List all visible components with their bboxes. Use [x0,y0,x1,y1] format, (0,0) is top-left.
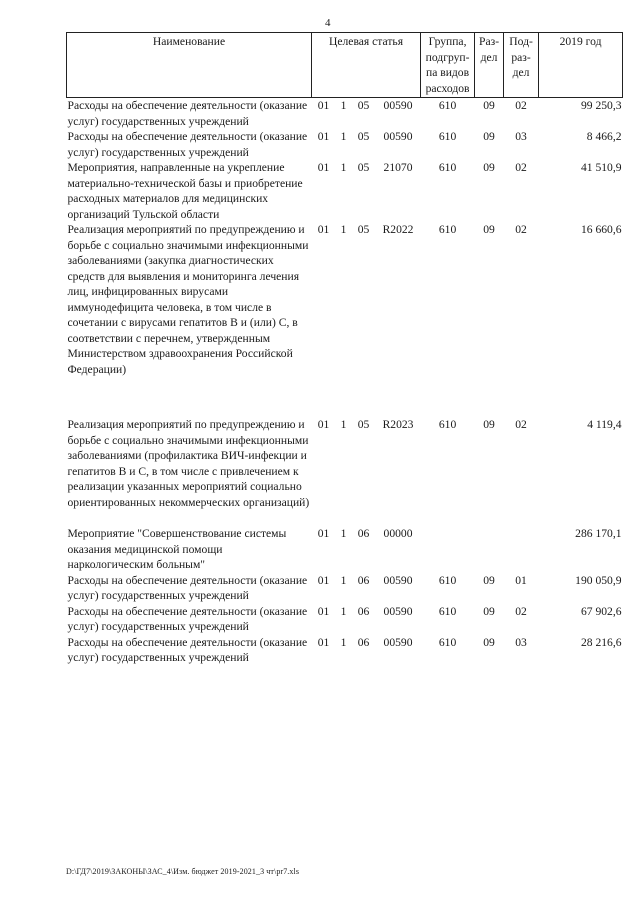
table-row [67,129,623,160]
row-subsection [504,526,539,573]
row-name: Реализация мероприятий по предупреждению и борьбе с социально значимыми инфекционными заболеваниями (профилактика ВИЧ-инфекции и гепатитов В и С, в том числе с привлечением к реализации указанных мероприятий социально ориентированных некоммерческих организаций) [67,418,310,509]
header-name: Наименование [67,33,312,98]
row-program: 01 [317,418,330,431]
row-amount: 286 170,1 [575,527,622,540]
row-name: Расходы на обеспечение деятельности (оказание услуг) государственных учреждений [67,604,308,633]
row-section: 09 [483,161,495,174]
row-direction: R2023 [382,418,414,431]
row-activity: 05 [357,130,370,143]
row-name: Реализация мероприятий по предупреждению и борьбе с социально значимыми инфекционными заболеваниями (закупка диагностических средств для выявления и мониторинга лечения лиц, инфицированных вирусами иммунодефицита человека, в том числе в сочетании с вирусами гепатитов В и (или) С, в соответствии с перечнем, утвержденным Министерством здравоохранения Российской Федерации) [67,223,309,376]
row-activity: 06 [357,573,370,587]
row-name: Мероприятия, направленные на укрепление материально-технической базы и приобретение расходных материалов для медицинских организаций Тульской области [67,161,303,221]
row-amount: 190 050,9 [575,573,622,587]
row-subsection: 02 [515,99,527,112]
row-group: 610 [438,635,457,649]
row-subsection: 02 [515,223,527,236]
header-subsection: Под-раз-дел [504,33,539,98]
header-group: Группа, подгруп-па видов расходов [421,33,475,98]
row-subprogram: 1 [340,635,347,649]
header-section: Раз-дел [475,33,504,98]
row-group: 610 [438,418,457,431]
row-direction: 21070 [383,161,413,174]
spacer-row [67,510,623,526]
row-direction: 00590 [383,573,413,587]
row-program: 01 [317,604,330,618]
row-activity: 06 [357,635,370,649]
row-program: 01 [317,223,330,236]
row-direction: 00590 [383,130,413,143]
row-amount: 4 119,4 [587,418,622,431]
row-activity: 06 [357,527,370,540]
table-row [67,526,623,573]
row-program: 01 [317,635,330,649]
table-row [67,573,623,604]
row-subprogram: 1 [340,573,347,587]
row-program: 01 [317,99,330,112]
row-group: 610 [438,161,457,174]
row-name: Расходы на обеспечение деятельности (оказание услуг) государственных учреждений [67,130,308,159]
row-amount: 28 216,6 [580,635,622,649]
row-name: Мероприятие "Совершенствование системы оказания медицинской помощи наркологическим больным" [67,527,287,571]
row-subsection: 02 [515,161,527,174]
row-program: 01 [317,527,330,540]
row-activity: 05 [357,223,370,236]
row-activity: 05 [357,161,370,174]
row-subsection: 02 [515,604,527,618]
row-direction: 00590 [383,604,413,618]
row-name: Расходы на обеспечение деятельности (оказание услуг) государственных учреждений [67,573,308,602]
row-amount: 16 660,6 [580,223,622,236]
row-subprogram: 1 [340,99,347,112]
row-activity: 06 [357,604,370,618]
row-amount: 8 466,2 [586,130,622,143]
row-direction: 00590 [383,99,413,112]
row-subsection: 01 [515,573,527,587]
table-row [67,635,623,666]
row-amount: 99 250,3 [580,99,622,112]
row-group: 610 [438,604,457,618]
row-name: Расходы на обеспечение деятельности (оказание услуг) государственных учреждений [67,99,308,128]
page-number: 4 [325,17,331,29]
row-group: 610 [438,99,457,112]
row-name: Расходы на обеспечение деятельности (оказание услуг) государственных учреждений [67,635,308,664]
spacer-row [67,377,623,417]
row-section: 09 [483,99,495,112]
row-group: 610 [438,130,457,143]
row-section: 09 [483,418,495,431]
row-program: 01 [317,573,330,587]
table-row [67,417,623,510]
table-row [67,98,623,130]
row-program: 01 [317,161,330,174]
row-amount: 41 510,9 [580,161,622,174]
row-subprogram: 1 [340,604,347,618]
header-year: 2019 год [539,33,623,98]
table-header-row [67,33,623,98]
table-row [67,160,623,222]
row-subprogram: 1 [340,223,347,236]
row-section: 09 [483,635,495,649]
row-activity: 05 [357,418,370,431]
row-direction: 00000 [383,527,413,540]
row-program: 01 [317,130,330,143]
budget-table [66,32,623,666]
row-section: 09 [483,223,495,236]
row-group: 610 [438,573,457,587]
row-activity: 05 [357,99,370,112]
row-subprogram: 1 [340,418,347,431]
header-target-article: Целевая статья [312,33,421,98]
row-subprogram: 1 [340,527,347,540]
row-direction: 00590 [383,635,413,649]
row-section: 09 [483,130,495,143]
table-row [67,604,623,635]
file-path-footer: D:\ГД7\2019\ЗАКОНЫ\ЗАС_4\Изм. бюджет 2019-2021_3 чт\pr7.xls [66,867,300,876]
row-subsection: 03 [515,130,527,143]
row-group [421,526,475,573]
row-subprogram: 1 [340,130,347,143]
row-section: 09 [483,604,495,618]
row-group: 610 [438,223,457,236]
row-section [475,526,504,573]
row-subsection: 03 [515,635,527,649]
row-subprogram: 1 [340,161,347,174]
row-section: 09 [483,573,495,587]
row-amount: 67 902,6 [580,604,622,618]
row-subsection: 02 [515,418,527,431]
table-row [67,222,623,377]
row-direction: R2022 [382,223,414,236]
